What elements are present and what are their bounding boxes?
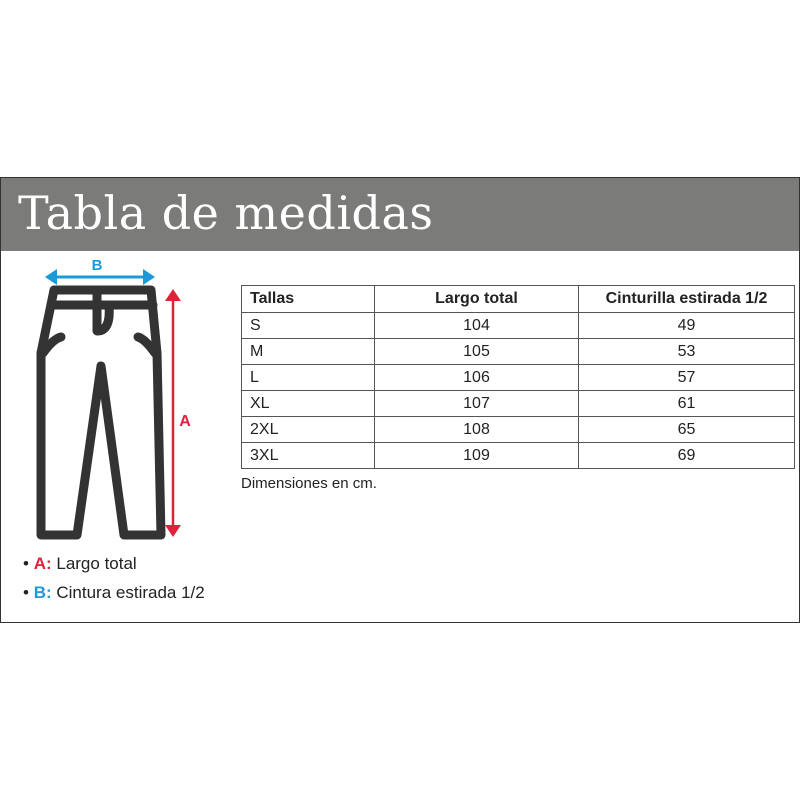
legend-item-a: • A: Largo total	[23, 554, 137, 573]
cell-length: 106	[375, 365, 579, 391]
header-band	[1, 178, 799, 251]
table-header-row	[242, 286, 795, 313]
pants-diagram	[1, 251, 231, 551]
cell-waist: 57	[579, 365, 795, 391]
label-b: B	[91, 257, 103, 274]
legend-key-b: B:	[33, 583, 52, 602]
cell-size: 2XL	[242, 417, 375, 443]
header-largo-total: Largo total	[375, 286, 579, 313]
cell-waist: 53	[579, 339, 795, 365]
label-a: A	[179, 413, 191, 430]
table-row	[242, 365, 795, 391]
cell-size: 3XL	[242, 443, 375, 469]
cell-length: 105	[375, 339, 579, 365]
pants-icon	[41, 290, 161, 535]
page-title: Tabla de medidas	[18, 186, 434, 240]
cell-size: XL	[242, 391, 375, 417]
cell-length: 109	[375, 443, 579, 469]
table-row	[242, 339, 795, 365]
size-table	[241, 285, 795, 469]
legend-key-a: A:	[33, 554, 52, 573]
length-arrow-a	[165, 289, 191, 537]
cell-waist: 49	[579, 313, 795, 339]
cell-size: S	[242, 313, 375, 339]
legend-text-b: Cintura estirada 1/2	[51, 583, 205, 602]
header-tallas: Tallas	[242, 286, 375, 313]
cell-size: M	[242, 339, 375, 365]
width-arrow-b	[45, 257, 155, 285]
cell-waist: 69	[579, 443, 795, 469]
cell-length: 107	[375, 391, 579, 417]
table-row	[242, 443, 795, 469]
table-row	[242, 313, 795, 339]
cell-length: 104	[375, 313, 579, 339]
units-note: Dimensiones en cm.	[241, 475, 377, 492]
header-cinturilla: Cinturilla estirada 1/2	[579, 286, 795, 313]
table-row	[242, 391, 795, 417]
cell-size: L	[242, 365, 375, 391]
cell-waist: 65	[579, 417, 795, 443]
legend-text-a: Largo total	[51, 554, 137, 573]
legend-item-b: • B: Cintura estirada 1/2	[23, 583, 205, 602]
table-row	[242, 417, 795, 443]
size-chart	[0, 177, 800, 623]
cell-length: 108	[375, 417, 579, 443]
cell-waist: 61	[579, 391, 795, 417]
